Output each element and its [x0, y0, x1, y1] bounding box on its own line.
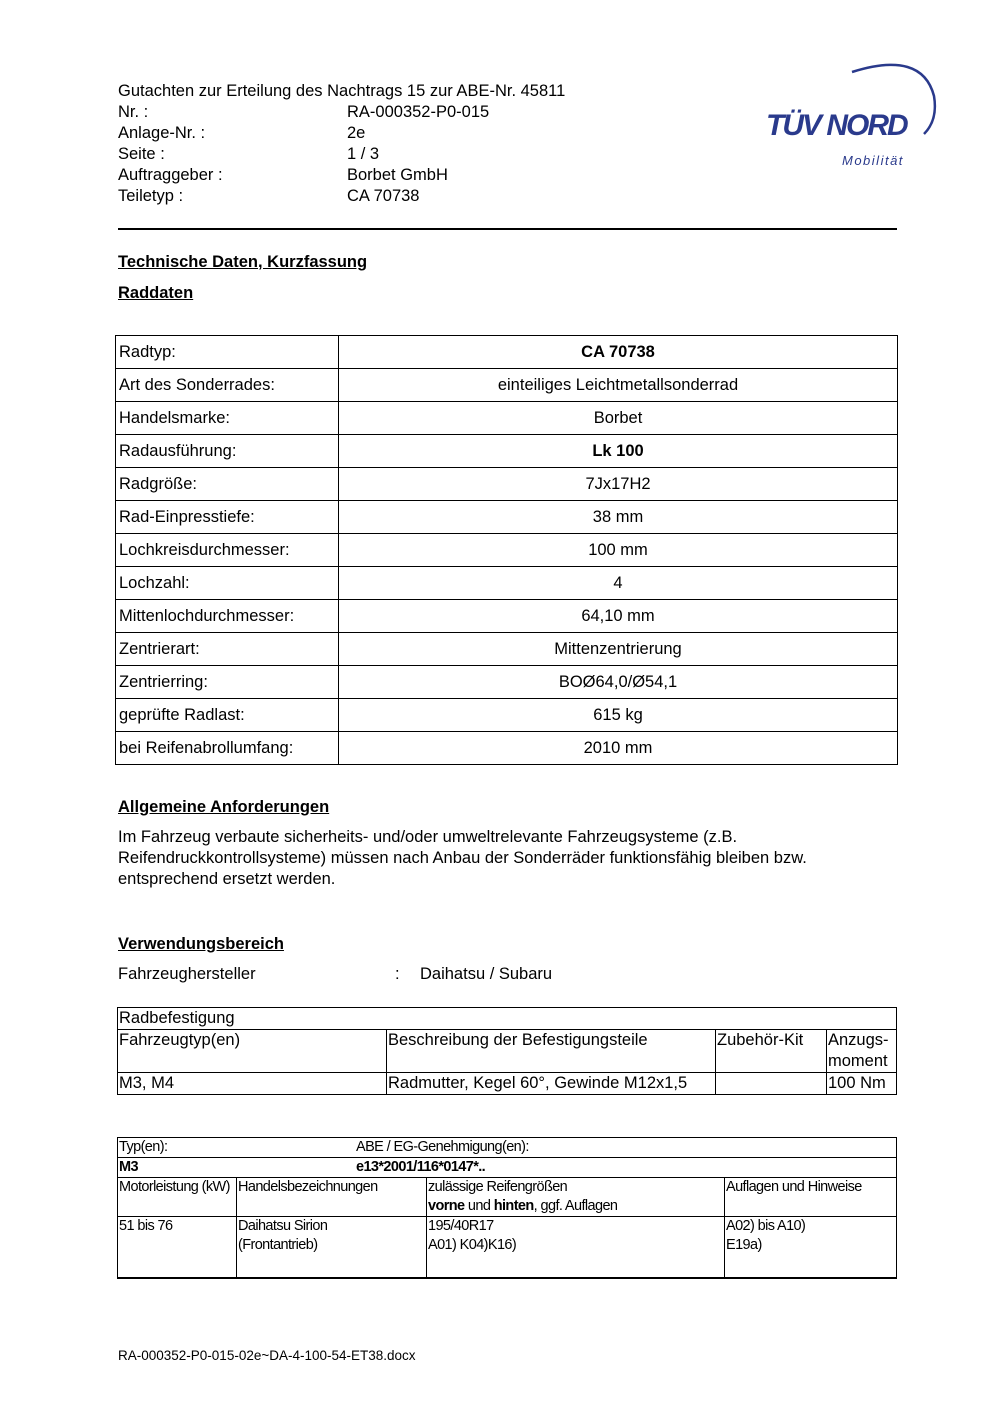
bef-cell-fahrzeugtyp: M3, M4 [118, 1073, 387, 1095]
allgemeine-anforderungen-text: Im Fahrzeug verbaute sicherheits- und/oder umweltrelevante Fahrzeugsysteme (z.B. Reifendruckkontrollsysteme) müssen nach Anbau der Sonderräder funktionsfähig bleiben bzw. entsprechend ersetzt werden. [118, 828, 807, 888]
raddaten-key: Art des Sonderrades: [116, 369, 339, 402]
logo-brand-text: TÜV NORD [766, 109, 907, 142]
typ-col-motorleistung: Motorleistung (kW) [118, 1178, 237, 1217]
raddaten-key: Rad-Einpresstiefe: [116, 501, 339, 534]
raddaten-value: 4 [339, 567, 898, 600]
bef-cell-zubehoer [716, 1073, 827, 1095]
raddaten-key: Zentrierart: [116, 633, 339, 666]
raddaten-key: Radgröße: [116, 468, 339, 501]
header-row-nr: Nr. : RA-000352-P0-015 [118, 103, 490, 121]
radbefestigung-table [117, 1007, 897, 1095]
raddaten-row [116, 468, 898, 501]
section-raddaten: Raddaten [118, 284, 194, 302]
typ-header-label: Typ(en): [119, 1139, 168, 1155]
raddaten-row [116, 534, 898, 567]
raddaten-value: 7Jx17H2 [339, 468, 898, 501]
typ-table [117, 1137, 897, 1279]
raddaten-row [116, 666, 898, 699]
raddaten-row [116, 435, 898, 468]
header-divider [118, 228, 897, 230]
raddaten-row [116, 501, 898, 534]
raddaten-table [115, 335, 898, 765]
raddaten-row [116, 402, 898, 435]
typ-cell-auflagen: A02) bis A10) E19a) [725, 1217, 897, 1279]
bef-header-fahrzeugtyp: Fahrzeugtyp(en) [118, 1030, 387, 1073]
raddaten-row [116, 336, 898, 369]
document-title: Gutachten zur Erteilung des Nachtrags 15 zur ABE-Nr. 45811 [118, 82, 566, 100]
raddaten-value: Mittenzentrierung [339, 633, 898, 666]
raddaten-key: Radtyp: [116, 336, 339, 369]
header-row-anlage: Anlage-Nr. : 2e [118, 124, 366, 142]
bef-header-zubehoer: Zubehör-Kit [716, 1030, 827, 1073]
bef-header-anzugsmoment: Anzugs-moment [827, 1030, 897, 1073]
abe-header-label: ABE / EG-Genehmigung(en): [356, 1139, 529, 1155]
bef-header-beschreibung: Beschreibung der Befestigungsteile [387, 1030, 716, 1073]
raddaten-row [116, 600, 898, 633]
header-row-seite: Seite : 1 / 3 [118, 145, 380, 163]
raddaten-row [116, 567, 898, 600]
raddaten-key: Handelsmarke: [116, 402, 339, 435]
bef-cell-anzugsmoment: 100 Nm [827, 1073, 897, 1095]
abe-value: e13*2001/116*0147*.. [356, 1159, 486, 1175]
tuv-nord-logo [762, 58, 942, 173]
raddaten-value: Lk 100 [339, 435, 898, 468]
raddaten-row [116, 699, 898, 732]
typ-col-reifengroessen: zulässige Reifengrößen vorne und hinten, ggf. Auflagen [427, 1178, 725, 1217]
raddaten-value: CA 70738 [339, 336, 898, 369]
raddaten-row [116, 732, 898, 765]
typ-cell-name: Daihatsu Sirion (Frontantrieb) [237, 1217, 427, 1279]
typ-value-row [118, 1158, 897, 1178]
typ-cell-reifen: 195/40R17 A01) K04)K16) [427, 1217, 725, 1279]
header-row-teiletyp: Teiletyp : CA 70738 [118, 187, 420, 205]
radbefestigung-title: Radbefestigung [118, 1008, 897, 1030]
typ-value: M3 [119, 1159, 138, 1175]
section-allgemeine-anforderungen: Allgemeine Anforderungen [118, 798, 330, 816]
raddaten-key: Zentrierring: [116, 666, 339, 699]
raddaten-value: einteiliges Leichtmetallsonderrad [339, 369, 898, 402]
raddaten-value: 615 kg [339, 699, 898, 732]
raddaten-value: 64,10 mm [339, 600, 898, 633]
raddaten-key: Radausführung: [116, 435, 339, 468]
raddaten-value: BOØ64,0/Ø54,1 [339, 666, 898, 699]
header-row-auftraggeber: Auftraggeber : Borbet GmbH [118, 166, 448, 184]
typ-col-auflagen: Auflagen und Hinweise [725, 1178, 897, 1217]
raddaten-value: 38 mm [339, 501, 898, 534]
typ-header-row [118, 1138, 897, 1158]
raddaten-row [116, 633, 898, 666]
typ-col-handelsbezeichnungen: Handelsbezeichnungen [237, 1178, 427, 1217]
footer-filename: RA-000352-P0-015-02e~DA-4-100-54-ET38.docx [118, 1348, 416, 1363]
raddaten-key: Lochzahl: [116, 567, 339, 600]
section-technische-daten: Technische Daten, Kurzfassung [118, 253, 368, 271]
raddaten-key: Mittenlochdurchmesser: [116, 600, 339, 633]
raddaten-value: 100 mm [339, 534, 898, 567]
raddaten-value: 2010 mm [339, 732, 898, 765]
raddaten-key: geprüfte Radlast: [116, 699, 339, 732]
typ-cell-kw: 51 bis 76 [118, 1217, 237, 1279]
raddaten-row [116, 369, 898, 402]
raddaten-value: Borbet [339, 402, 898, 435]
fahrzeughersteller-label: Fahrzeughersteller [118, 965, 256, 983]
fahrzeughersteller-value: Daihatsu / Subaru [420, 965, 553, 983]
fahrzeughersteller-colon: : [395, 965, 400, 983]
logo-sub-text: Mobilität [842, 153, 904, 168]
section-verwendungsbereich: Verwendungsbereich [118, 935, 284, 953]
bef-cell-beschreibung: Radmutter, Kegel 60°, Gewinde M12x1,5 [387, 1073, 716, 1095]
raddaten-key: bei Reifenabrollumfang: [116, 732, 339, 765]
raddaten-key: Lochkreisdurchmesser: [116, 534, 339, 567]
